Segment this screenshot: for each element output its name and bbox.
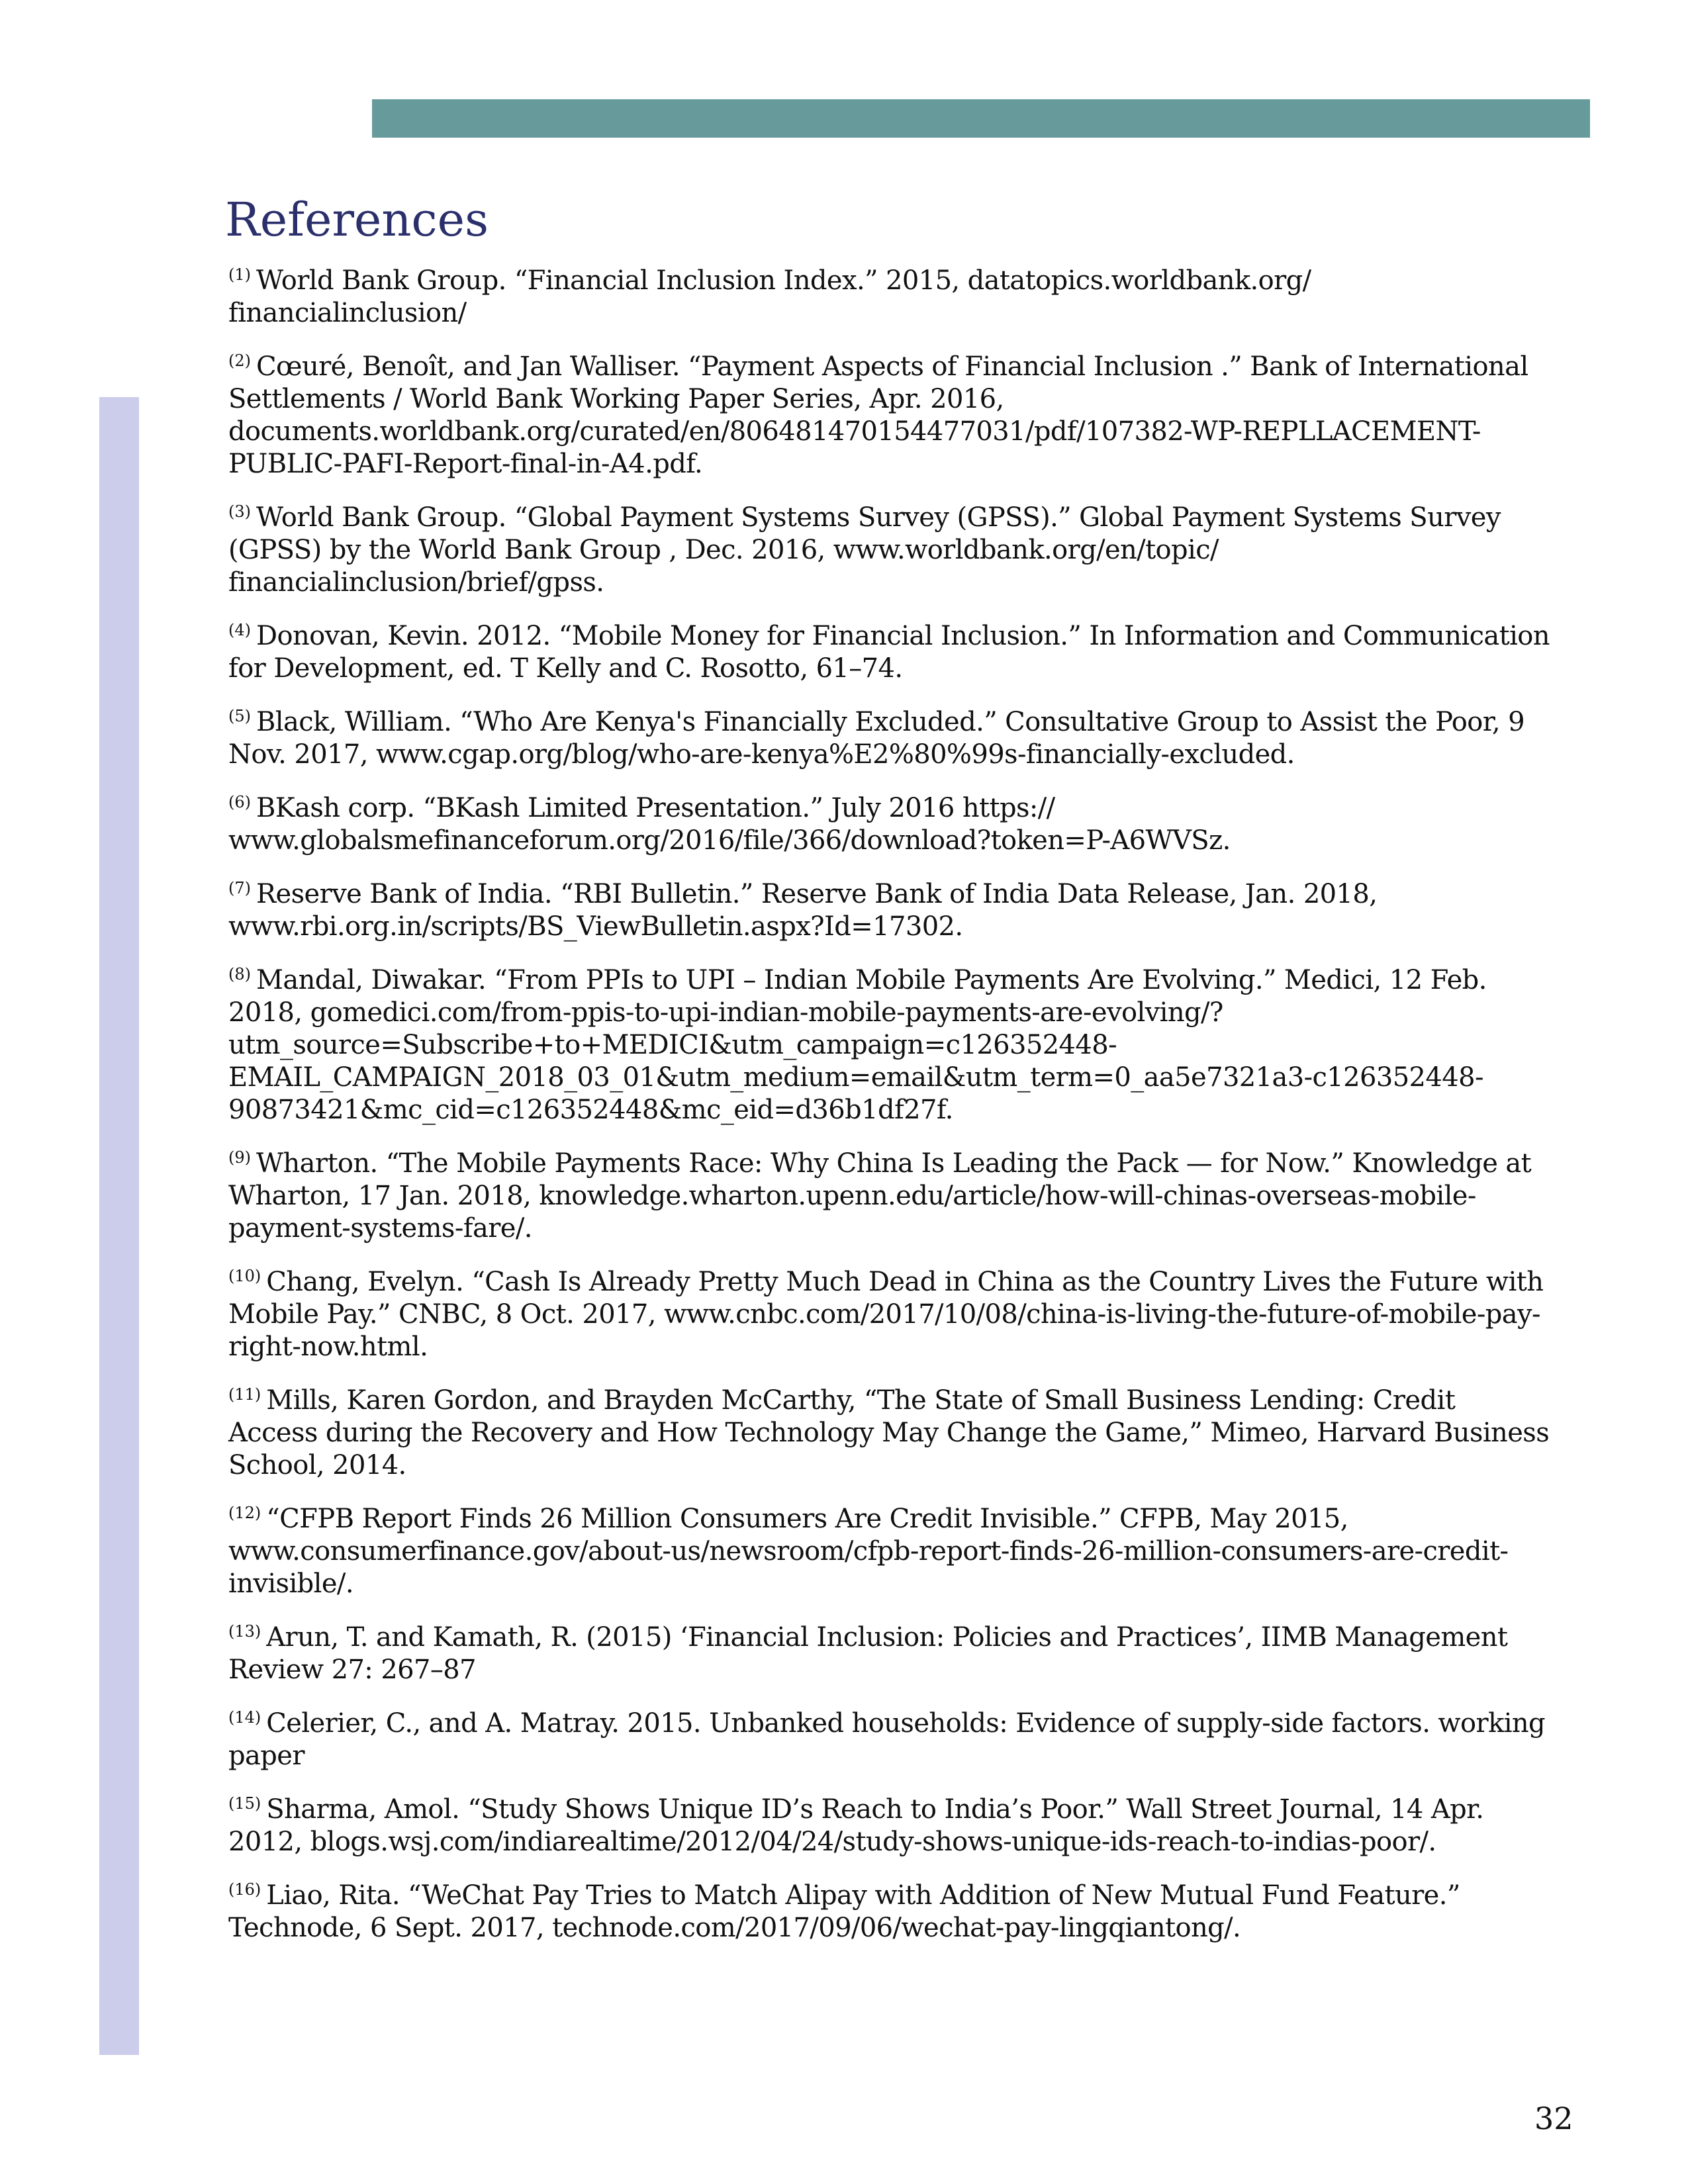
reference-number: (11)	[228, 1385, 261, 1404]
reference-number: (13)	[228, 1622, 261, 1641]
reference-number: (8)	[228, 965, 251, 983]
reference-number: (7)	[228, 879, 251, 897]
reference-number: (12)	[228, 1504, 261, 1522]
reference-number: (14)	[228, 1708, 261, 1727]
reference-item	[228, 878, 1552, 943]
reference-text: Celerier, C., and A. Matray. 2015. Unbanked households: Evidence of supply-side factors. working paper	[228, 1708, 1546, 1771]
header-accent-bar	[372, 99, 1590, 138]
reference-text: Wharton. “The Mobile Payments Race: Why China Is Leading the Pack — for Now.” Knowledge at Wharton, 17 Jan. 2018, knowledge.wharton.upenn.edu/article/how-will-chinas-overseas-mobile-payment-systems-fare/.	[228, 1148, 1532, 1244]
reference-number: (10)	[228, 1267, 261, 1285]
reference-list	[228, 265, 1552, 1966]
reference-text: Sharma, Amol. “Study Shows Unique ID’s Reach to India’s Poor.” Wall Street Journal, 14 Apr. 2012, blogs.wsj.com/indiarealtime/2012/04/24/study-shows-unique-ids-reach-to-indias-poor/.	[228, 1794, 1484, 1857]
reference-text: Chang, Evelyn. “Cash Is Already Pretty Much Dead in China as the Country Lives the Future with Mobile Pay.” CNBC, 8 Oct. 2017, www.cnbc.com/2017/10/08/china-is-living-the-future-of-mobile-pay-right-now.html.	[228, 1267, 1544, 1362]
sidebar-accent-bar	[99, 397, 139, 2055]
reference-number: (5)	[228, 707, 251, 725]
reference-text: Mandal, Diwakar. “From PPIs to UPI – Indian Mobile Payments Are Evolving.” Medici, 12 Feb. 2018, gomedici.com/from-ppis-to-upi-indian-mobile-payments-are-evolving/? utm_source=Subscribe+to+MEDICI&utm_campaign=c126352448-EMAIL_CAMPAIGN_2018_03_01&utm_medium=email&utm_term=0_aa5e7321a3-c126352448-90873421&mc_cid=c126352448&mc_eid=d36b1df27f.	[228, 965, 1487, 1125]
reference-number: (4)	[228, 621, 251, 639]
reference-number: (3)	[228, 502, 251, 521]
reference-text: Mills, Karen Gordon, and Brayden McCarthy, “The State of Small Business Lending: Credit Access during the Recovery and How Technology May Change the Game,” Mimeo, Harvard Business School, 2014.	[228, 1385, 1550, 1480]
reference-number: (1)	[228, 265, 251, 284]
reference-text: Arun, T. and Kamath, R. (2015) ‘Financial Inclusion: Policies and Practices’, IIMB Management Review 27: 267–87	[228, 1622, 1508, 1685]
reference-item	[228, 1880, 1552, 1944]
reference-text: BKash corp. “BKash Limited Presentation.” July 2016 https:// www.globalsmefinanceforum.org/2016/file/366/download?token=P-A6WVSz.	[228, 793, 1231, 856]
reference-item	[228, 620, 1552, 685]
page-title: References	[225, 193, 489, 247]
reference-item	[228, 792, 1552, 857]
reference-text: World Bank Group. “Global Payment Systems Survey (GPSS).” Global Payment Systems Survey (GPSS) by the World Bank Group , Dec. 2016, www.worldbank.org/en/topic/ financialinclusion/brief/gpss.	[228, 502, 1501, 598]
reference-item	[228, 1794, 1552, 1858]
reference-item	[228, 1148, 1552, 1245]
reference-item	[228, 1503, 1552, 1600]
reference-number: (15)	[228, 1794, 261, 1813]
page-number: 32	[1534, 2101, 1573, 2136]
reference-text: Black, William. “Who Are Kenya's Financially Excluded.” Consultative Group to Assist the Poor, 9 Nov. 2017, www.cgap.org/blog/who-are-kenya%E2%80%99s-financially-excluded.	[228, 707, 1524, 770]
reference-number: (16)	[228, 1880, 261, 1899]
reference-item	[228, 964, 1552, 1126]
reference-number: (6)	[228, 793, 251, 811]
reference-text: World Bank Group. “Financial Inclusion Index.” 2015, datatopics.worldbank.org/ financialinclusion/	[228, 265, 1311, 328]
reference-text: Reserve Bank of India. “RBI Bulletin.” Reserve Bank of India Data Release, Jan. 2018, www.rbi.org.in/scripts/BS_ViewBulletin.aspx?Id=17302.	[228, 879, 1378, 942]
reference-text: “CFPB Report Finds 26 Million Consumers Are Credit Invisible.” CFPB, May 2015, www.consumerfinance.gov/about-us/newsroom/cfpb-report-finds-26-million-consumers-are-credit-invisible/.	[228, 1504, 1509, 1599]
reference-item	[228, 706, 1552, 771]
reference-text: Donovan, Kevin. 2012. “Mobile Money for Financial Inclusion.” In Information and Communication for Development, ed. T Kelly and C. Rosotto, 61–74.	[228, 621, 1550, 684]
reference-text: Cœuré, Benoît, and Jan Walliser. “Payment Aspects of Financial Inclusion .” Bank of International Settlements / World Bank Working Paper Series, Apr. 2016, documents.worldbank.org/curated/en/806481470154477031/pdf/107382-WP-REPLLACEMENT-PUBLIC-PAFI-Report-final-in-A4.pdf.	[228, 351, 1528, 479]
reference-item	[228, 1707, 1552, 1772]
reference-item	[228, 1385, 1552, 1482]
reference-item	[228, 502, 1552, 599]
reference-item	[228, 351, 1552, 480]
reference-number: (2)	[228, 351, 251, 370]
reference-item	[228, 265, 1552, 330]
reference-item	[228, 1266, 1552, 1363]
reference-text: Liao, Rita. “WeChat Pay Tries to Match Alipay with Addition of New Mutual Fund Feature.” Technode, 6 Sept. 2017, technode.com/2017/09/06/wechat-pay-lingqiantong/.	[228, 1880, 1460, 1943]
reference-number: (9)	[228, 1148, 251, 1167]
reference-item	[228, 1621, 1552, 1686]
